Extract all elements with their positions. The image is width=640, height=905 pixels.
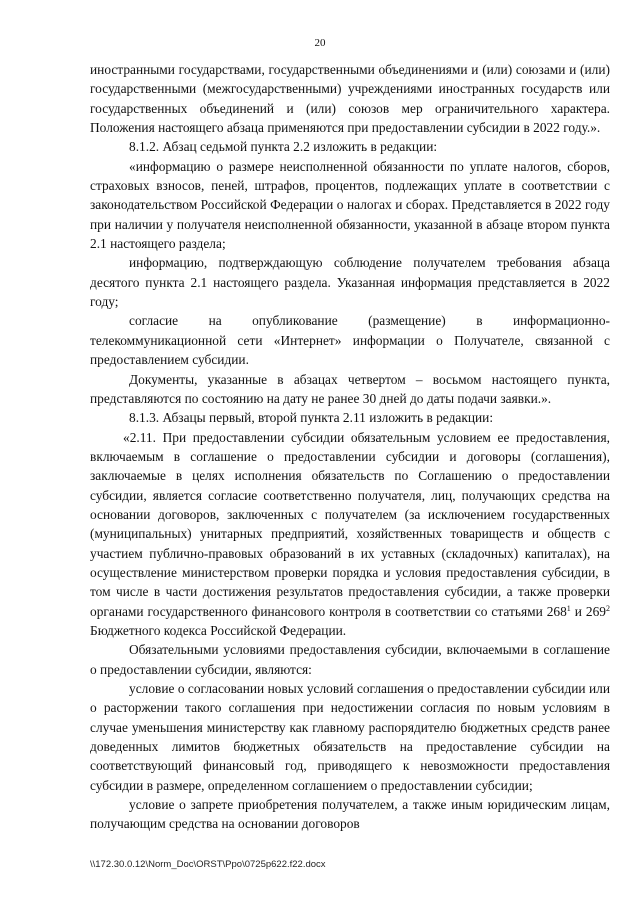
paragraph-continuation: иностранными государствами, государственными объединениями и (или) союзами и (или) государственными (межгосударственными) учреждениями иностранных государств или государственных объединений и (или) союзов мер ограничительного характера. Положения настоящего абзаца применяются при предоставлении субсидии в 2022 году.». (90, 62, 610, 136)
paragraph-clause-8-1-3: 8.1.3. Абзацы первый, второй пункта 2.11 изложить в редакции: (129, 410, 494, 426)
clause-2-11-text: «2.11. При предоставлении субсидии обязательным условием ее предоставления, включаемым в соглашение о предоставлении субсидии и договоры (соглашения), заключаемые в целях исполнения обязательств по Соглашению о предоставлении субсидии, является согласие соответственно получателя, лиц, получающих средства на основании договоров, заключенных с получателем (за исключением государственных (муниципальных) унитарных предприятий, хозяйственных товариществ и обществ с участием публично-правовых образований в их уставных (складочных) капиталах), на осуществление министерством проверки порядка и условия предоставления субсидии, в том числе в части достижения результатов предоставления субсидии, а также проверки органами государственного финансового контроля в соответствии со статьями 268 (90, 429, 610, 619)
superscript-2: 2 (606, 603, 610, 613)
paragraph-clause-8-1-2: 8.1.2. Абзац седьмой пункта 2.2 изложить в редакции: (129, 139, 438, 155)
paragraph-documents-date: Документы, указанные в абзацах четвертом – восьмом настоящего пункта, представляются по состоянию на дату не ранее 30 дней до даты подачи заявки.». (90, 371, 610, 406)
clause-2-11-and: и 269 (570, 603, 606, 619)
paragraph-agreement-terms: условие о согласовании новых условий соглашения о предоставлении субсидии или о расторжении такого соглашения при недостижении согласия по новым условиям в случае уменьшения министерству как главному распорядителю бюджетных средств ранее доведенных лимитов бюджетных обязательств на предоставление субсидии на соответствующий финансовый год, приводящего к невозможности предоставления субсидии в размере, определенном соглашением о предоставлении субсидии; (90, 681, 610, 793)
paragraph-compliance-info: информацию, подтверждающую соблюдение получателем требования абзаца десятого пункта 2.1 настоящего раздела. Указанная информация представляется в 2022 году; (90, 255, 610, 310)
paragraph-purchase-ban: условие о запрете приобретения получателем, а также иным юридическим лицам, получающим средства на основании договоров (90, 797, 610, 832)
superscript-1: 1 (566, 603, 571, 613)
document-body (90, 60, 610, 834)
clause-2-11-end: Бюджетного кодекса Российской Федерации. (90, 622, 347, 638)
file-path-footer: \\172.30.0.12\Norm_Doc\ORST\Ppo\0725p622.f22.docx (90, 859, 326, 870)
paragraph-mandatory-conditions: Обязательными условиями предоставления субсидии, включаемыми в соглашение о предоставлении субсидии, являются: (90, 642, 610, 677)
paragraph-tax-info: «информацию о размере неисполненной обязанности по уплате налогов, сборов, страховых взносов, пеней, штрафов, процентов, подлежащих уплате в соответствии с законодательством Российской Федерации о налогах и сборах. Представляется в 2022 году при наличии у получателя неисполненной обязанности, указанной в абзаце втором пункта 2.1 настоящего раздела; (90, 158, 610, 252)
paragraph-publication-consent: согласие на опубликование (размещение) в информационно-телекоммуникационной сети «Интернет» информации о Получателе, связанной с предоставлением субсидии. (90, 313, 610, 368)
paragraph-clause-2-11 (90, 428, 610, 641)
page-number: 20 (314, 37, 326, 49)
